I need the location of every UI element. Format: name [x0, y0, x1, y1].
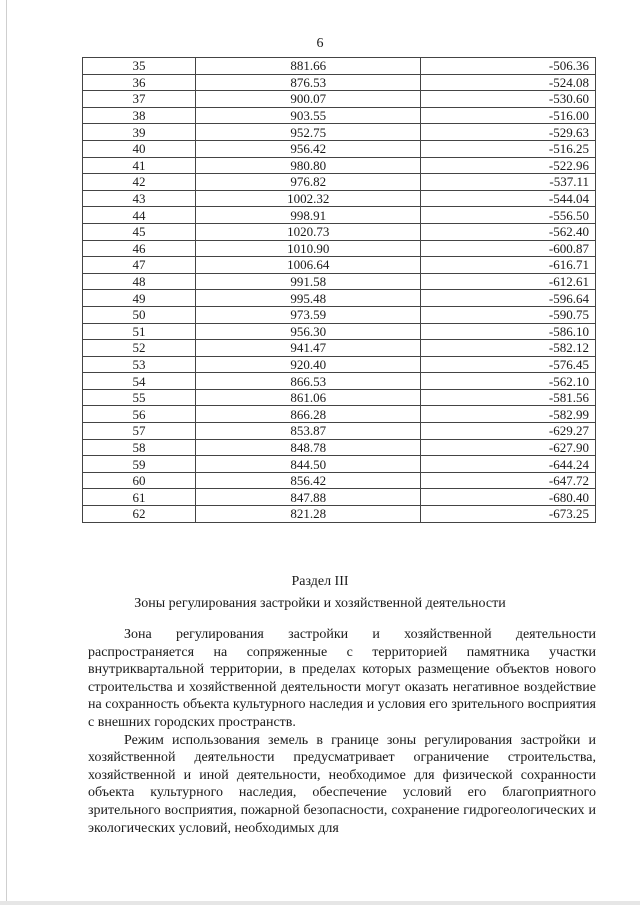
table-row	[83, 340, 596, 357]
x-coordinate-cell: 995.48	[196, 290, 421, 307]
x-coordinate-cell: 973.59	[196, 306, 421, 323]
section-title: Раздел III	[291, 574, 349, 589]
y-coordinate-cell: -529.63	[421, 124, 596, 141]
table-row	[83, 323, 596, 340]
x-coordinate-cell: 976.82	[196, 174, 421, 191]
table-row	[83, 190, 596, 207]
table-row	[83, 124, 596, 141]
y-coordinate-cell: -673.25	[421, 506, 596, 523]
point-number-cell: 40	[83, 140, 196, 157]
body-text	[88, 626, 596, 837]
x-coordinate-cell: 1020.73	[196, 223, 421, 240]
x-coordinate-cell: 861.06	[196, 389, 421, 406]
y-coordinate-cell: -616.71	[421, 257, 596, 274]
scan-margin-line	[6, 0, 7, 905]
point-number-cell: 60	[83, 472, 196, 489]
point-number-cell: 44	[83, 207, 196, 224]
point-number-cell: 45	[83, 223, 196, 240]
x-coordinate-cell: 903.55	[196, 107, 421, 124]
table-row	[83, 456, 596, 473]
point-number-cell: 48	[83, 273, 196, 290]
table-row	[83, 489, 596, 506]
page-number: 6	[316, 36, 324, 51]
y-coordinate-cell: -590.75	[421, 306, 596, 323]
table-row	[83, 91, 596, 108]
table-row	[83, 223, 596, 240]
y-coordinate-cell: -522.96	[421, 157, 596, 174]
table-row	[83, 107, 596, 124]
x-coordinate-cell: 1010.90	[196, 240, 421, 257]
table-row	[83, 58, 596, 75]
y-coordinate-cell: -562.10	[421, 373, 596, 390]
point-number-cell: 47	[83, 257, 196, 274]
x-coordinate-cell: 866.53	[196, 373, 421, 390]
point-number-cell: 56	[83, 406, 196, 423]
table-row	[83, 157, 596, 174]
point-number-cell: 42	[83, 174, 196, 191]
x-coordinate-cell: 980.80	[196, 157, 421, 174]
x-coordinate-cell: 956.42	[196, 140, 421, 157]
point-number-cell: 37	[83, 91, 196, 108]
y-coordinate-cell: -562.40	[421, 223, 596, 240]
y-coordinate-cell: -556.50	[421, 207, 596, 224]
y-coordinate-cell: -582.12	[421, 340, 596, 357]
table-row	[83, 273, 596, 290]
x-coordinate-cell: 881.66	[196, 58, 421, 75]
x-coordinate-cell: 821.28	[196, 506, 421, 523]
point-number-cell: 52	[83, 340, 196, 357]
table-row	[83, 140, 596, 157]
table-row	[83, 373, 596, 390]
y-coordinate-cell: -629.27	[421, 423, 596, 440]
y-coordinate-cell: -680.40	[421, 489, 596, 506]
point-number-cell: 54	[83, 373, 196, 390]
table-row	[83, 356, 596, 373]
table-row	[83, 423, 596, 440]
table-row	[83, 174, 596, 191]
table-row	[83, 74, 596, 91]
y-coordinate-cell: -516.25	[421, 140, 596, 157]
y-coordinate-cell: -600.87	[421, 240, 596, 257]
table-row	[83, 240, 596, 257]
y-coordinate-cell: -537.11	[421, 174, 596, 191]
x-coordinate-cell: 952.75	[196, 124, 421, 141]
paragraph-zone-definition: Зона регулирования застройки и хозяйственной деятельности распространяется на сопряженные с территорией памятника участки внутриквартальной территории, в пределах которых размещение объектов нового строительства и хозяйственной деятельности могут оказать негативное воздействие на сохранность объекта культурного наследия и условия его зрительного восприятия с внешних городских пространств.	[88, 627, 596, 730]
scan-bottom-edge	[0, 901, 640, 905]
section-subtitle: Зоны регулирования застройки и хозяйственной деятельности	[134, 596, 506, 611]
point-number-cell: 41	[83, 157, 196, 174]
point-number-cell: 51	[83, 323, 196, 340]
point-number-cell: 38	[83, 107, 196, 124]
point-number-cell: 35	[83, 58, 196, 75]
y-coordinate-cell: -582.99	[421, 406, 596, 423]
x-coordinate-cell: 1006.64	[196, 257, 421, 274]
y-coordinate-cell: -627.90	[421, 439, 596, 456]
point-number-cell: 57	[83, 423, 196, 440]
x-coordinate-cell: 876.53	[196, 74, 421, 91]
y-coordinate-cell: -596.64	[421, 290, 596, 307]
table-row	[83, 257, 596, 274]
y-coordinate-cell: -530.60	[421, 91, 596, 108]
point-number-cell: 39	[83, 124, 196, 141]
y-coordinate-cell: -647.72	[421, 472, 596, 489]
x-coordinate-cell: 847.88	[196, 489, 421, 506]
point-number-cell: 62	[83, 506, 196, 523]
x-coordinate-cell: 1002.32	[196, 190, 421, 207]
x-coordinate-cell: 853.87	[196, 423, 421, 440]
y-coordinate-cell: -506.36	[421, 58, 596, 75]
point-number-cell: 53	[83, 356, 196, 373]
y-coordinate-cell: -544.04	[421, 190, 596, 207]
point-number-cell: 61	[83, 489, 196, 506]
coordinates-table-body	[83, 58, 596, 523]
x-coordinate-cell: 920.40	[196, 356, 421, 373]
point-number-cell: 46	[83, 240, 196, 257]
table-row	[83, 439, 596, 456]
table-row	[83, 506, 596, 523]
table-row	[83, 207, 596, 224]
point-number-cell: 43	[83, 190, 196, 207]
y-coordinate-cell: -524.08	[421, 74, 596, 91]
point-number-cell: 58	[83, 439, 196, 456]
y-coordinate-cell: -586.10	[421, 323, 596, 340]
table-row	[83, 389, 596, 406]
point-number-cell: 59	[83, 456, 196, 473]
x-coordinate-cell: 956.30	[196, 323, 421, 340]
coordinates-table	[82, 57, 596, 523]
table-row	[83, 406, 596, 423]
point-number-cell: 49	[83, 290, 196, 307]
x-coordinate-cell: 900.07	[196, 91, 421, 108]
x-coordinate-cell: 998.91	[196, 207, 421, 224]
y-coordinate-cell: -581.56	[421, 389, 596, 406]
x-coordinate-cell: 941.47	[196, 340, 421, 357]
paragraph-land-use-regime: Режим использования земель в границе зоны регулирования застройки и хозяйственной деятельности предусматривает ограничение строительства, хозяйственной и иной деятельности, необходимое для физической сохранности объекта культурного наследия, обеспечение условий его благоприятного зрительного восприятия, пожарной безопасности, сохранение гидрогеологических и экологических условий, необходимых для	[88, 732, 596, 836]
point-number-cell: 55	[83, 389, 196, 406]
x-coordinate-cell: 848.78	[196, 439, 421, 456]
table-row	[83, 306, 596, 323]
table-row	[83, 472, 596, 489]
x-coordinate-cell: 866.28	[196, 406, 421, 423]
x-coordinate-cell: 856.42	[196, 472, 421, 489]
y-coordinate-cell: -516.00	[421, 107, 596, 124]
y-coordinate-cell: -644.24	[421, 456, 596, 473]
y-coordinate-cell: -576.45	[421, 356, 596, 373]
table-row	[83, 290, 596, 307]
point-number-cell: 36	[83, 74, 196, 91]
y-coordinate-cell: -612.61	[421, 273, 596, 290]
x-coordinate-cell: 844.50	[196, 456, 421, 473]
x-coordinate-cell: 991.58	[196, 273, 421, 290]
point-number-cell: 50	[83, 306, 196, 323]
